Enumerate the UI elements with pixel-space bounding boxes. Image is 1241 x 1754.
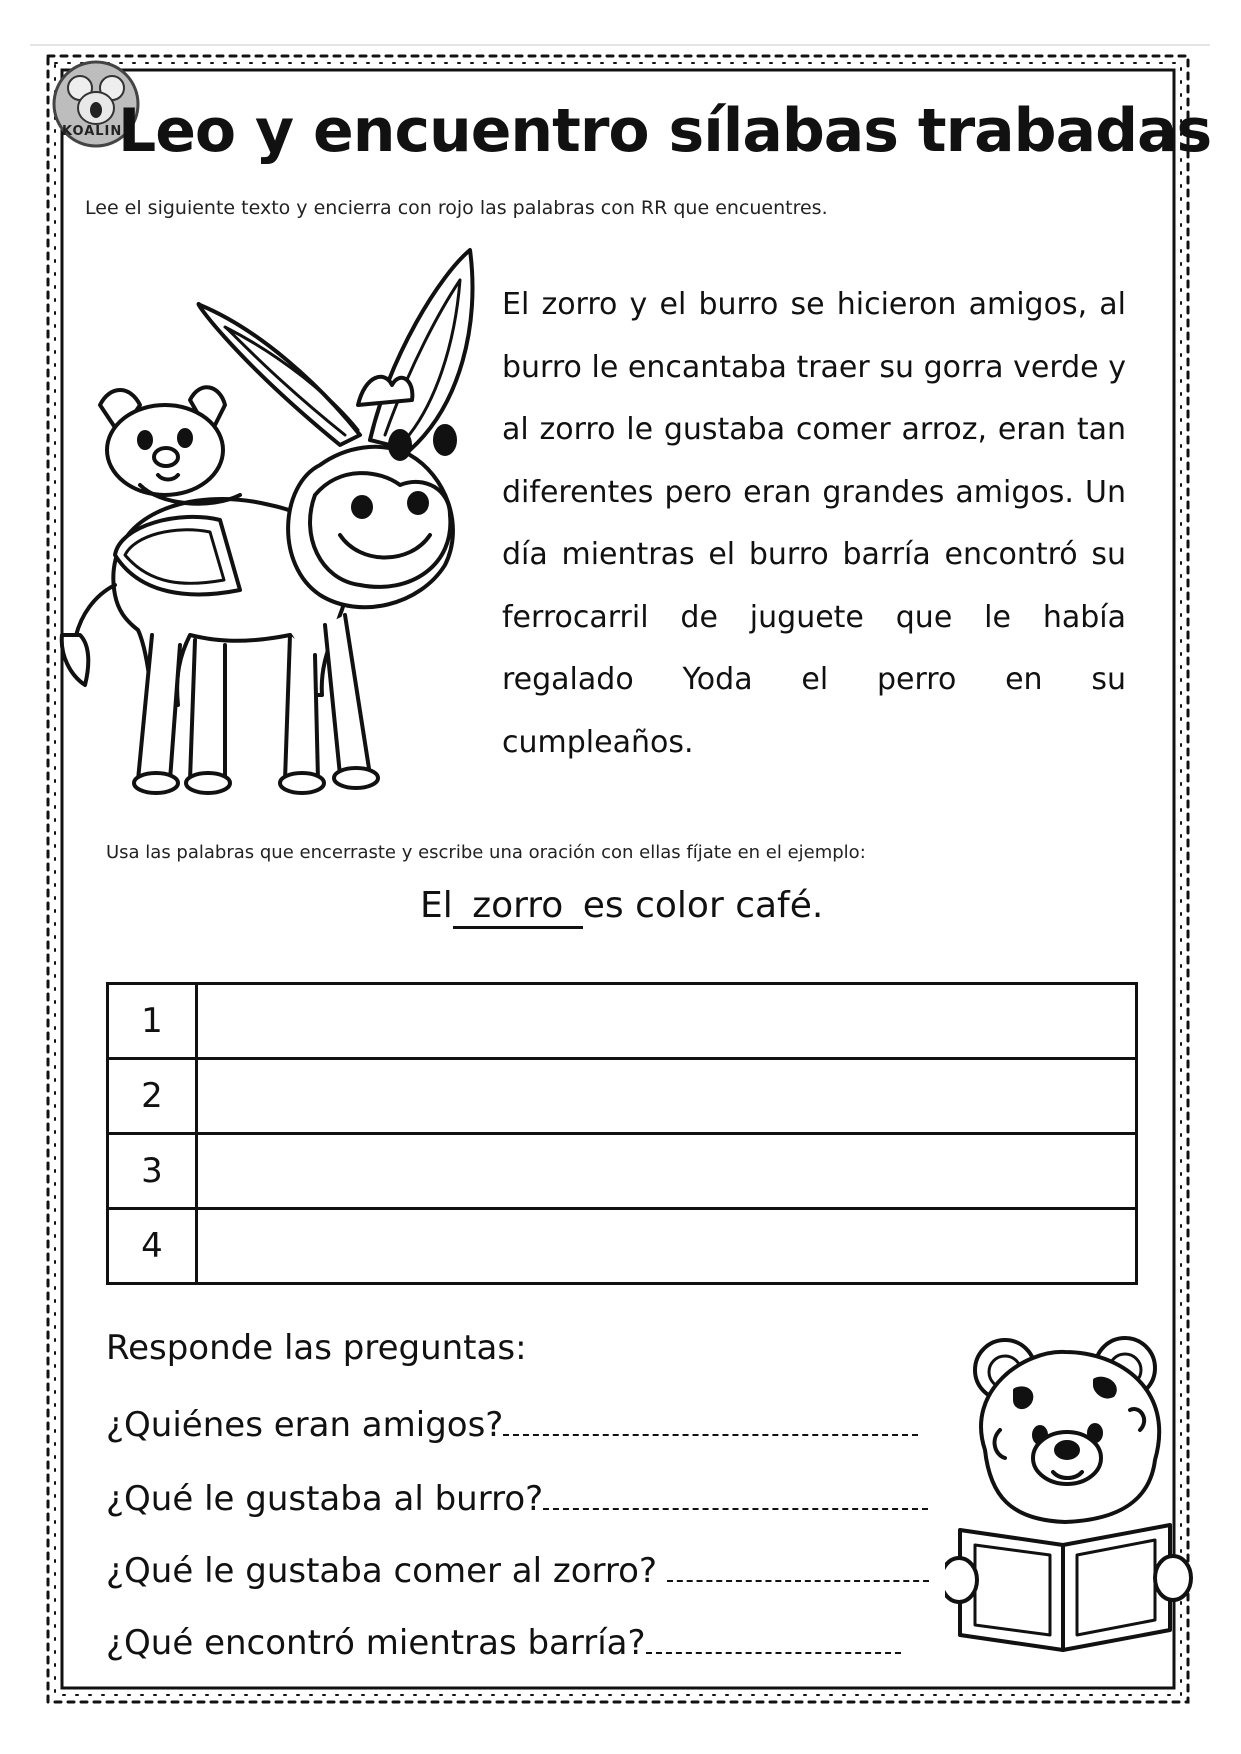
table-row bbox=[108, 1134, 1137, 1209]
table-row bbox=[108, 1059, 1137, 1134]
question-item bbox=[106, 1478, 928, 1519]
page-title: Leo y encuentro sílabas trabadas bbox=[118, 96, 1212, 166]
answer-cell[interactable] bbox=[197, 1209, 1137, 1284]
row-number: 2 bbox=[108, 1059, 197, 1134]
example-sentence bbox=[420, 885, 823, 929]
question-text: ¿Qué le gustaba comer al zorro? bbox=[106, 1551, 658, 1591]
table-row bbox=[108, 1209, 1137, 1284]
row-number: 1 bbox=[108, 984, 197, 1059]
writing-instruction: Usa las palabras que encerraste y escribe una oración con ellas fíjate en el ejemplo: bbox=[106, 842, 866, 863]
reading-instruction: Lee el siguiente texto y encierra con rojo las palabras con RR que encuentres. bbox=[85, 197, 828, 219]
story-paragraph: El zorro y el burro se hicieron amigos, al burro le encantaba traer su gorra verde y al zorro le gustaba comer arroz, eran tan diferentes pero eran grandes amigos. Un día mientras el burro barría encontró su ferrocarril de juguete que le había regalado Yoda el perro en su cumpleaños. bbox=[502, 287, 1126, 760]
question-text: ¿Qué encontró mientras barría? bbox=[106, 1623, 646, 1663]
answer-line[interactable] bbox=[646, 1622, 901, 1654]
tiger-reading-book-icon bbox=[945, 1330, 1195, 1670]
question-item bbox=[106, 1550, 929, 1591]
answer-table bbox=[106, 982, 1138, 1285]
row-number: 4 bbox=[108, 1209, 197, 1284]
donkey-and-cat-icon bbox=[40, 235, 500, 835]
row-number: 3 bbox=[108, 1134, 197, 1209]
questions-title: Responde las preguntas: bbox=[106, 1328, 527, 1368]
example-after: es color café. bbox=[582, 885, 824, 926]
question-text: ¿Quiénes eran amigos? bbox=[106, 1405, 504, 1445]
question-item bbox=[106, 1404, 918, 1445]
answer-cell[interactable] bbox=[197, 984, 1137, 1059]
example-before: El bbox=[420, 885, 453, 926]
logo-text: KOALIN bbox=[62, 124, 123, 139]
answer-line[interactable] bbox=[503, 1404, 918, 1436]
table-row bbox=[108, 984, 1137, 1059]
question-text: ¿Qué le gustaba al burro? bbox=[106, 1479, 544, 1519]
answer-cell[interactable] bbox=[197, 1059, 1137, 1134]
question-item bbox=[106, 1622, 901, 1663]
example-word: zorro bbox=[453, 886, 583, 929]
answer-line[interactable] bbox=[667, 1550, 929, 1582]
answer-cell[interactable] bbox=[197, 1134, 1137, 1209]
answer-line[interactable] bbox=[543, 1478, 928, 1510]
